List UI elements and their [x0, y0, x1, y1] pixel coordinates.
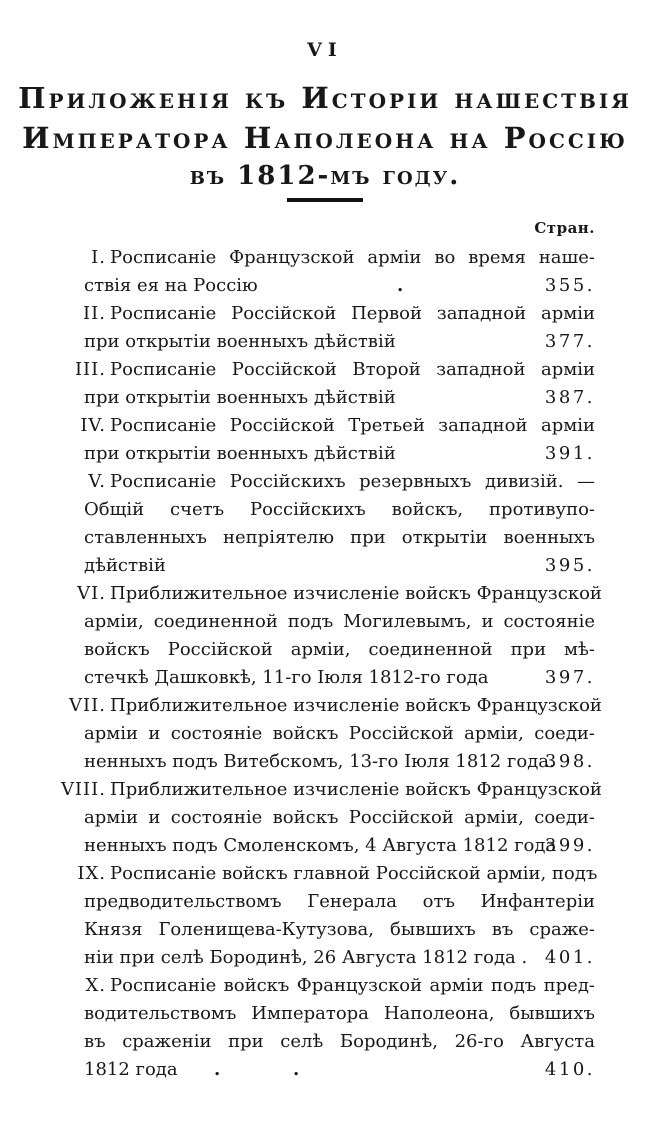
book-title-line-3: въ 1812-мъ году.: [189, 161, 461, 191]
book-title-line-2: Императора Наполеона на Россію: [22, 121, 628, 155]
toc-entry-numeral: VII.: [69, 695, 106, 716]
toc-entry-line: Росписаніе войскъ Французской арміи подъ пред-: [110, 975, 595, 996]
toc-entry: [80, 412, 595, 468]
toc-entry: [74, 356, 595, 412]
toc-entry: [84, 244, 595, 300]
toc-entry-line: арміи и состояніе войскъ Россійской арміи, соеди-: [84, 723, 595, 744]
leader-dot: .: [293, 1059, 300, 1080]
toc-entry-line: ніи при селѣ Бородинѣ, 26 Августа 1812 года .: [84, 947, 528, 968]
toc-entry-line: Приближительное изчисленіе войскъ Французской: [110, 583, 602, 604]
toc-entry-numeral: II.: [83, 303, 106, 324]
toc-entry-line: стечкѣ Дашковкѣ, 11-го Іюля 1812-го года: [84, 667, 489, 688]
toc-entry-line: ставленныхъ непріятелю при открытіи военныхъ: [84, 527, 595, 548]
toc-entry-line: Приближительное изчисленіе войскъ Французской: [110, 695, 602, 716]
toc-entry-line: Росписаніе Россійской Второй западной арміи: [110, 359, 595, 380]
toc-entry-pagenum: 355.: [544, 275, 595, 296]
toc-entry-line: Росписаніе войскъ главной Россійской арміи, подъ: [110, 863, 598, 884]
toc-entry-numeral: V.: [88, 471, 106, 492]
toc-entry-last-line: [84, 748, 595, 776]
toc-entry-line: ствія ея на Россію: [84, 275, 258, 296]
toc-entry-line: Приближительное изчисленіе войскъ Французской: [110, 779, 602, 800]
book-title: [0, 78, 650, 194]
book-title-line-1: Приложенія къ Исторіи нашествія: [18, 81, 632, 115]
toc-entry-numeral: X.: [85, 975, 106, 996]
toc-entry-line: Росписаніе Россійскихъ резервныхъ дивизій. —: [110, 471, 595, 492]
toc-entry-pagenum: 410.: [544, 1059, 595, 1080]
toc-entry-pagenum: 377.: [544, 331, 595, 352]
toc-entry-line: въ сраженіи при селѣ Бородинѣ, 26-го Августа: [84, 1031, 595, 1052]
toc-entry-last-line: [84, 944, 595, 972]
leader-dot: .: [214, 1059, 221, 1080]
toc-entry-last-line: [84, 552, 595, 580]
leader-dot: .: [397, 275, 404, 296]
toc-entry-last-line: [84, 832, 595, 860]
toc-entry-numeral: VI.: [77, 583, 106, 604]
toc-entry-line: арміи и состояніе войскъ Россійской арміи, соеди-: [84, 807, 595, 828]
toc-entry-last-line: [84, 384, 595, 412]
toc-entry-last-line: [84, 1056, 595, 1084]
toc-entry-line: предводительствомъ Генерала отъ Инфантеріи: [84, 891, 595, 912]
toc-entry-line: при открытіи военныхъ дѣйствій: [84, 443, 396, 464]
toc-entry-line: 1812 года: [84, 1059, 178, 1080]
toc-entry: [77, 860, 598, 972]
toc-entry-last-line: [84, 328, 595, 356]
toc-entry-pagenum: 398.: [544, 751, 595, 772]
toc-entry-line: ненныхъ подъ Витебскомъ, 13-го Іюля 1812 года.: [84, 751, 555, 772]
page-column-header: Стран.: [534, 219, 595, 237]
toc-entry-line: водительствомъ Императора Наполеона, бывшихъ: [84, 1003, 595, 1024]
toc-entry-pagenum: 395.: [544, 555, 595, 576]
toc-entry: [77, 580, 602, 692]
toc-entry-line: ненныхъ подъ Смоленскомъ, 4 Августа 1812 года: [84, 835, 557, 856]
toc-entry: [60, 776, 602, 860]
toc-entry: [84, 300, 595, 356]
toc-entry-numeral: I.: [91, 247, 106, 268]
toc-entry-line: Росписаніе Россійской Первой западной арміи: [110, 303, 595, 324]
toc-entry-pagenum: 399.: [544, 835, 595, 856]
page-folio: VI: [307, 39, 343, 61]
toc-entry-pagenum: 391.: [544, 443, 595, 464]
toc-entry: [84, 972, 595, 1084]
toc-entry-line: при открытіи военныхъ дѣйствій: [84, 331, 396, 352]
toc-entry-line: арміи, соединенной подъ Могилевымъ, и состояніе: [84, 611, 595, 632]
toc-entry-last-line: [84, 440, 595, 468]
toc-entry-pagenum: 387.: [544, 387, 595, 408]
toc-entry-line: дѣйствій: [84, 555, 166, 576]
toc-entry-line: Росписаніе Россійской Третьей западной арміи: [110, 415, 595, 436]
toc-entry-line: Росписаніе Французской арміи во время наше-: [110, 247, 595, 268]
toc-entry-numeral: IX.: [77, 863, 106, 884]
toc-entry-line: Князя Голенищева-Кутузова, бывшихъ въ сраже-: [84, 919, 595, 940]
toc-entry-line: при открытіи военныхъ дѣйствій: [84, 387, 396, 408]
toc-entry-line: войскъ Россійской арміи, соединенной при мѣ-: [84, 639, 595, 660]
title-divider: [287, 198, 363, 202]
toc-entry-last-line: [84, 664, 595, 692]
toc-entry-pagenum: 401.: [544, 947, 595, 968]
toc-entry: [69, 692, 602, 776]
toc-entry: [84, 468, 595, 580]
toc-entry-numeral: IV.: [80, 415, 106, 436]
toc-entry-line: Общій счетъ Россійскихъ войскъ, противупо-: [84, 499, 595, 520]
toc-entry-numeral: VIII.: [60, 779, 106, 800]
toc-list: [60, 244, 602, 1084]
toc-entry-last-line: [84, 272, 595, 300]
toc-entry-numeral: III.: [74, 359, 106, 380]
toc-entry-pagenum: 397.: [544, 667, 595, 688]
